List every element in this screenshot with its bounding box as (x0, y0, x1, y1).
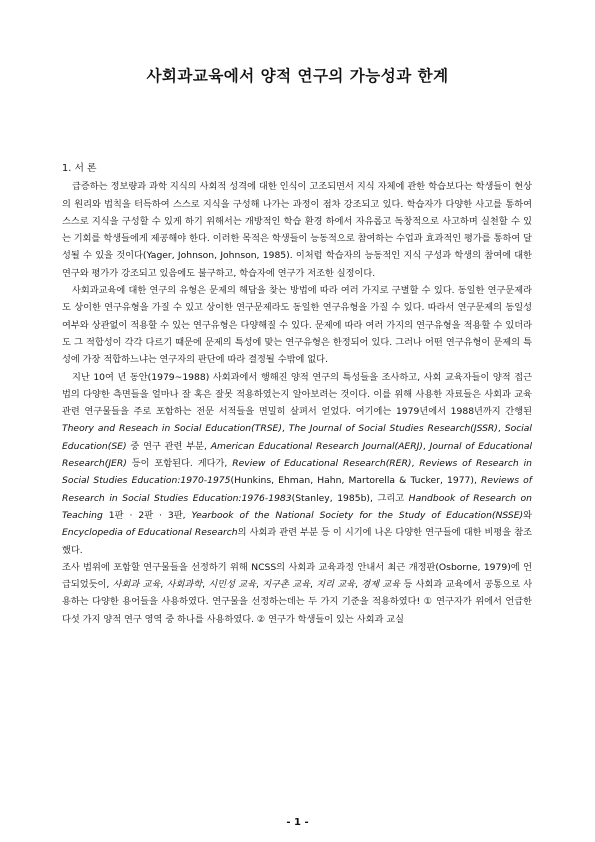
research-area: 지구촌 교육 (262, 579, 310, 591)
paragraph-4-text: 등 사회과 교육에서 공통으로 사용하는 다양한 용어들을 사용하였다. 연구물을 선정하는데는 두 가지 기준을 적용하였다! ① 연구자가 위에서 언급한 다섯 가지 양적 연구 영역 중 하나를 사용하였다. ② 연구가 학생들이 있는 사회과 교실 (62, 579, 533, 625)
separator: , (160, 579, 167, 591)
paragraph-3-text: 와 (523, 509, 532, 521)
separator: , (281, 423, 289, 435)
separator: , (497, 423, 505, 435)
reference-title: Handbook of Research on Teaching (62, 492, 532, 521)
reference-title: Review of Educational Research(RER) (232, 458, 412, 470)
paper-body (62, 160, 532, 628)
reference-title: Theory and Reseach in Social Education(TRSE) (62, 423, 282, 435)
reference-title: Reviews of Research in Social Studies Education:1976-1983 (62, 475, 532, 504)
research-area: 지리 교육 (316, 579, 356, 591)
paragraph-4-intro: 조사 범위에 포함할 연구물들을 선정하기 위해 NCSS의 사회과 교육과정 안내서 최근 개정판(Osborne, 1979)에 언급되었듯이, (62, 561, 532, 591)
page-number: - 1 - (286, 817, 309, 828)
paragraph-3 (62, 369, 532, 559)
reference-title: Yearbook of the National Society for the Study of Education(NSSE) (191, 509, 524, 521)
separator: , (411, 458, 420, 470)
reference-title: The Journal of Social Studies Research(JSSR) (288, 423, 498, 435)
reference-title: Journal of Educational Research(JER) (62, 440, 533, 470)
paragraph-3-text: (Hunkins, Ehman, Hahn, Martorella & Tucker, 1977), (230, 475, 482, 487)
research-area: 사회과 교육 (112, 579, 161, 591)
paragraph-1: 급증하는 정보량과 과학 지식의 사회적 성격에 대한 인식이 고조되면서 지식 자체에 관한 학습보다는 학생들이 현상의 원리와 법칙을 터득하여 스스로 지식을 구성해 나가는 과정이 점차 강조되고 있다. 학습자가 다양한 사고를 통하여 스스로 지식을 구성할 수 있게 하기 위해서는 개방적인 학습 환경 하에서 자유롭고 독창적으로 사고하며 실천할 수 있는 기회를 학생들에게 제공해야 한다. 이러한 목적은 학생들이 능동적으로 참여하는 수업과 효과적인 평가를 통하여 달성될 수 있을 것이다(Yager, Johnson, Johnson, 1985). 이처럼 학습자의 능동적인 지식 구성과 학생의 참여에 대한 연구와 평가가 강조되고 있음에도 불구하고, 학습자에 연구가 저조한 실정이다. (62, 181, 532, 279)
separator: , (355, 579, 362, 591)
research-area: 사회과학 (166, 579, 203, 591)
paragraph-4 (62, 559, 532, 628)
reference-title: Reviews of Research in Social Studies Education:1970-1975 (62, 458, 532, 487)
paragraph-3-text: 1판 · 2판 · 3판, (102, 509, 192, 521)
reference-title: American Educational Research Journal(AERJ) (210, 440, 423, 452)
section-heading: 1. 서 론 (62, 163, 97, 174)
research-area: 시민성 교육 (208, 579, 257, 591)
paper-title: 사회과교육에서 양적 연구의 가능성과 한계 (146, 67, 449, 85)
separator: , (310, 579, 317, 591)
paragraph-3-text: 중 연구 관련 부분, (126, 440, 211, 452)
reference-title: Social Education(SE) (62, 423, 532, 452)
separator: , (256, 579, 263, 591)
paragraph-3-text: 등이 포함된다. 게다가, (126, 458, 233, 470)
reference-title: Encyclopedia of Educational Research (62, 527, 238, 539)
paragraph-3-intro: 지난 10여 년 동안(1979~1988) 사회과에서 행해진 양적 연구의 특성들을 조사하고, 사회 교육자들이 양적 접근법의 다양한 측면들을 얼마나 잘 혹은 잘못 적용하였는지 알아보려는 것이다. 이를 위해 사용한 자료들은 사회과 교육 관련 연구물들을 주로 포함하는 전문 서적들을 면밀히 살펴서 얻었다. 여기에는 1979년에서 1988년까지 간행된 (62, 371, 532, 418)
separator: , (422, 440, 430, 452)
research-area: 경제 교육 (361, 579, 401, 591)
paragraph-3-end: 의 사회과 관련 부분 등 이 시기에 나온 다양한 연구들에 대한 비평을 참조했다. (62, 527, 532, 556)
separator: , (202, 579, 209, 591)
paragraph-3-text: (Stanley, 1985b), 그리고 (291, 492, 409, 504)
paragraph-2: 사회과교육에 대한 연구의 유형은 문제의 해답을 찾는 방법에 따라 여러 가지로 구별할 수 있다. 동일한 연구문제라도 상이한 연구유형을 가질 수 있고 상이한 연구문제라도 동일한 연구유형을 가질 수 있다. 따라서 연구문제의 동일성 여부와 상관없이 적용할 수 있는 연구유형은 다양해질 수 있다. 문제에 따라 여러 가지의 연구유형을 적용할 수 있더라도 그 적합성이 각각 다르기 때문에 문제의 특성에 맞는 연구유형은 한정되어 있다. 그러나 어떤 연구유형이 문제의 특성에 가장 적합하느냐는 연구자의 판단에 따라 결정될 수밖에 없다. (62, 285, 532, 366)
